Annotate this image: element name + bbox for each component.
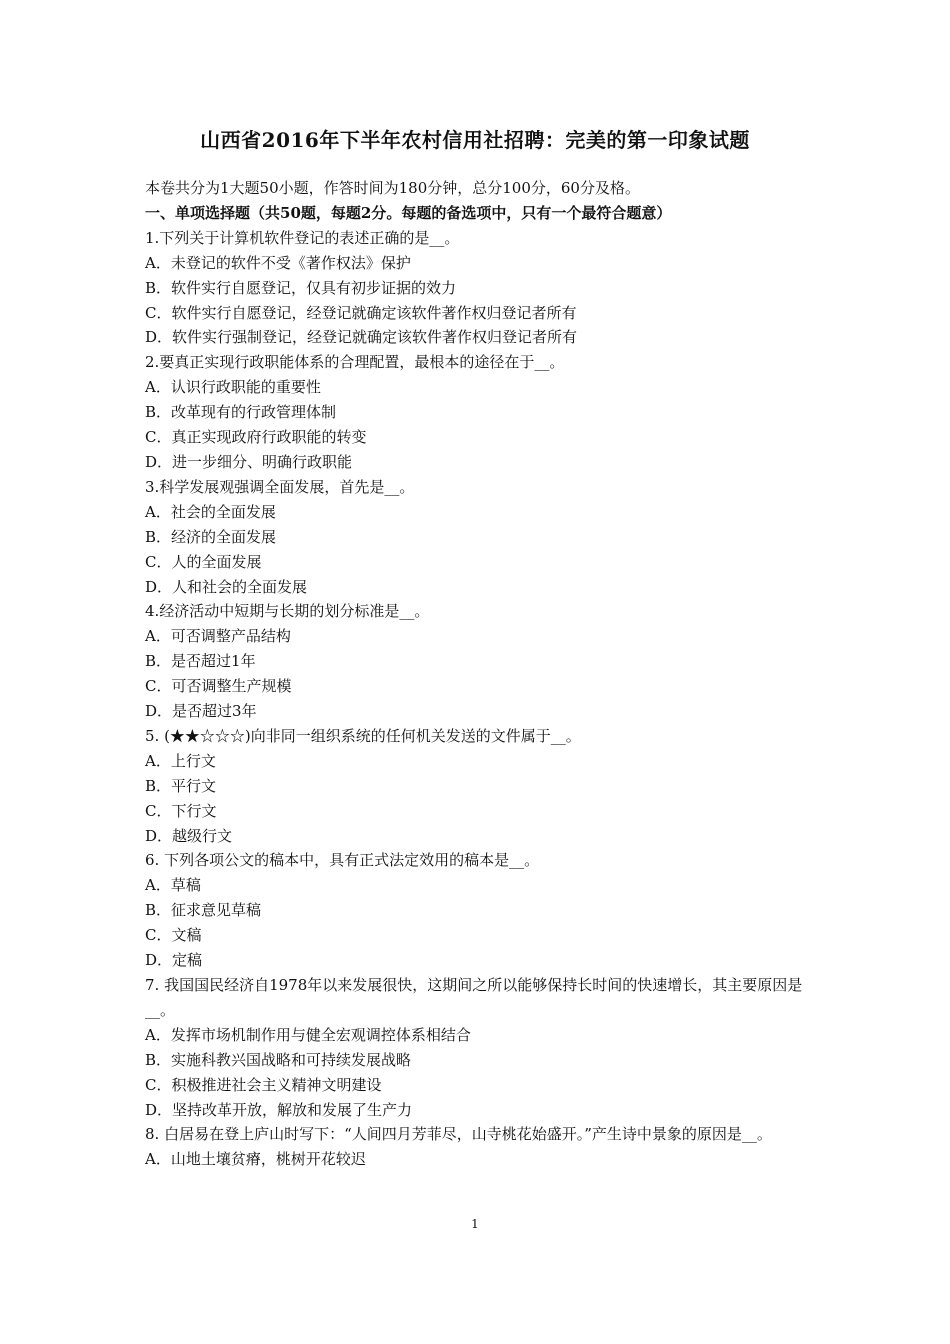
answer-option: B．经济的全面发展 (145, 527, 277, 546)
answer-option: A．认识行政职能的重要性 (145, 378, 321, 397)
answer-option: D．定稿 (145, 951, 203, 970)
question-stem: 6. 下列各项公文的稿本中，具有正式法定效用的稿本是__。 (145, 851, 540, 870)
question-stem: 2.要真正实现行政职能体系的合理配置，最根本的途径在于__。 (145, 353, 565, 372)
answer-option: B．软件实行自愿登记，仅具有初步证据的效力 (145, 278, 457, 297)
section-heading: 一、单项选择题（共50题，每题2分。每题的备选项中，只有一个最符合题意） (145, 203, 672, 222)
answer-option: B．改革现有的行政管理体制 (145, 403, 337, 422)
question-stem: 1.下列关于计算机软件登记的表述正确的是__。 (145, 228, 460, 247)
answer-option: D．软件实行强制登记，经登记就确定该软件著作权归登记者所有 (145, 328, 578, 347)
exam-intro: 本卷共分为1大题50小题，作答时间为180分钟，总分100分，60分及格。 (145, 179, 640, 197)
answer-option: D．坚持改革开放，解放和发展了生产力 (145, 1100, 413, 1119)
question-stem: 7. 我国国民经济自1978年以来发展很快，这期间之所以能够保持长时间的快速增长，其主要原因是__。 (145, 976, 803, 1019)
answer-option: A．未登记的软件不受《著作权法》保护 (145, 253, 411, 272)
answer-option: D．人和社会的全面发展 (145, 577, 308, 596)
question-stem: 4.经济活动中短期与长期的划分标准是__。 (145, 602, 430, 621)
document-title: 山西省2016年下半年农村信用社招聘：完美的第一印象试题 (200, 128, 750, 152)
answer-option: C．下行文 (145, 801, 217, 820)
answer-option: A．草稿 (145, 876, 201, 895)
question-stem: 3.科学发展观强调全面发展，首先是__。 (145, 477, 415, 496)
answer-option: B．征求意见草稿 (145, 901, 262, 920)
document-body (145, 176, 815, 1172)
answer-option: C．文稿 (145, 926, 202, 945)
question-stem: 8. 白居易在登上庐山时写下：“人间四月芳菲尽，山寺桃花始盛开。”产生诗中景象的原因是__。 (145, 1125, 772, 1144)
answer-option: B．实施科教兴国战略和可持续发展战略 (145, 1050, 412, 1069)
answer-option: A．上行文 (145, 751, 216, 770)
answer-option: C．积极推进社会主义精神文明建设 (145, 1075, 382, 1094)
answer-option: B．是否超过1年 (145, 652, 256, 671)
answer-option: A．发挥市场机制作用与健全宏观调控体系相结合 (145, 1025, 471, 1044)
answer-option: D．是否超过3年 (145, 702, 257, 721)
answer-option: C．软件实行自愿登记，经登记就确定该软件著作权归登记者所有 (145, 303, 577, 322)
answer-option: A．社会的全面发展 (145, 502, 276, 521)
answer-option: A．山地土壤贫瘠，桃树开花较迟 (145, 1150, 366, 1169)
question-stem: 5. (★★☆☆☆)向非同一组织系统的任何机关发送的文件属于__。 (145, 726, 581, 745)
answer-option: C．可否调整生产规模 (145, 677, 292, 696)
answer-option: A．可否调整产品结构 (145, 627, 291, 646)
answer-option: D．进一步细分、明确行政职能 (145, 452, 353, 471)
answer-option: C．真正实现政府行政职能的转变 (145, 428, 367, 447)
answer-option: D．越级行文 (145, 826, 233, 845)
answer-option: C．人的全面发展 (145, 552, 262, 571)
page-number: 1 (471, 1217, 479, 1231)
answer-option: B．平行文 (145, 776, 217, 795)
